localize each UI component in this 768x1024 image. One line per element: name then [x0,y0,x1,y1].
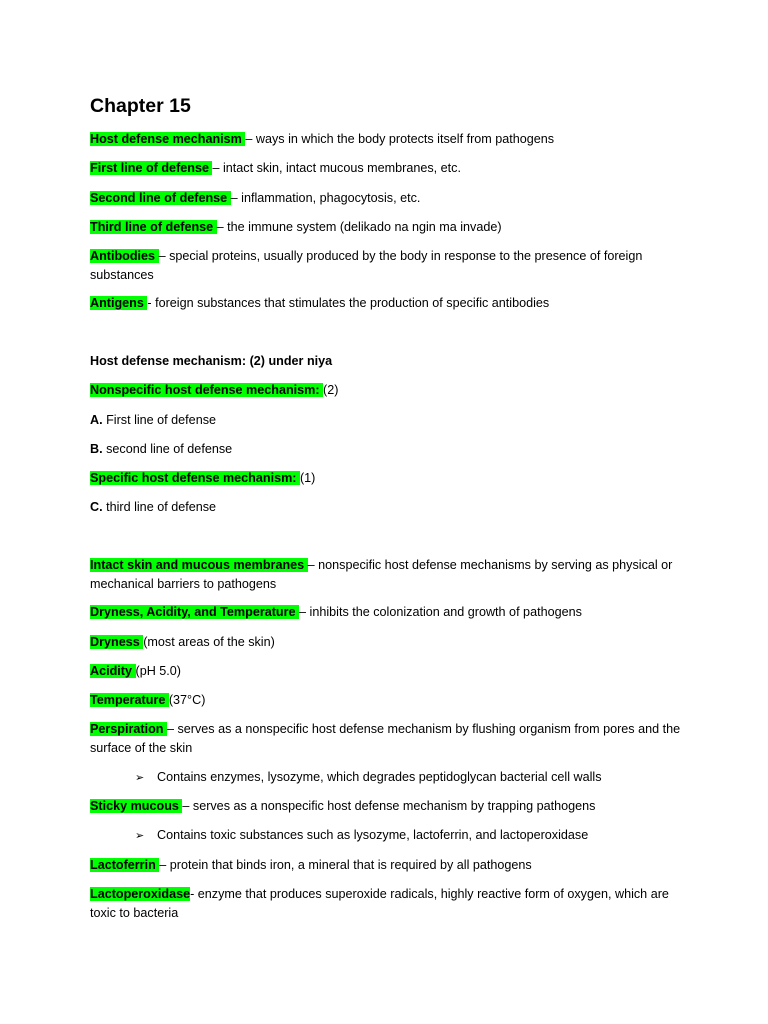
list-letter: B. [90,442,103,456]
list-item-c [90,498,690,517]
definition-text: – nonspecific host defense mechanisms by serving as physical or mechanical barriers to pathogens [90,558,673,591]
definition-first-line [90,159,690,178]
bullet-mucous-toxins [135,826,695,846]
term-highlight: Intact skin and mucous membranes [90,558,308,572]
definition-text: - enzyme that produces superoxide radicals, highly reactive form of oxygen, which are toxic to bacteria [90,887,669,920]
definition-host-defense [90,130,690,149]
term-highlight: Lactoferrin [90,858,160,872]
definition-text: (2) [323,383,339,397]
list-text: second line of defense [102,442,233,456]
definition-temperature [90,691,690,710]
term-highlight: First line of defense [90,161,213,175]
bullet-perspiration-enzymes [135,768,695,788]
term-highlight: Lactoperoxidase [90,887,191,901]
arrowhead-bullet-icon: ➢ [135,830,145,842]
definition-text: – intact skin, intact mucous membranes, etc. [212,161,461,175]
list-item-b [90,440,690,459]
definition-sticky-mucous [90,797,690,816]
definition-text: – inflammation, phagocytosis, etc. [230,191,421,205]
definition-antibodies [90,247,670,284]
bullet-text: Contains toxic substances such as lysozyme, lactoferrin, and lactoperoxidase [157,828,589,842]
definition-text: - foreign substances that stimulates the production of specific antibodies [147,296,550,310]
definition-acidity [90,662,690,681]
definition-text: – serves as a nonspecific host defense mechanism by flushing organism from pores and the surface of the skin [90,722,681,755]
list-letter: C. [90,500,103,514]
term-highlight: Antibodies [90,249,159,263]
definition-text: – inhibits the colonization and growth of pathogens [299,605,582,619]
list-letter: A. [90,413,103,427]
term-highlight: Specific host defense mechanism: [90,471,300,485]
page-title: Chapter 15 [90,95,191,117]
definition-third-line [90,218,690,237]
definition-lactoferrin [90,856,690,875]
term-highlight: Third line of defense [90,220,217,234]
list-text: third line of defense [102,500,217,514]
term-highlight: Dryness, Acidity, and Temperature [90,605,300,619]
term-highlight: Antigens [90,296,148,310]
definition-text: (37°C) [168,693,206,707]
definition-text: – protein that binds iron, a mineral that is required by all pathogens [159,858,532,872]
term-highlight: Host defense mechanism [90,132,246,146]
term-highlight: Perspiration [90,722,167,736]
term-highlight: Sticky mucous [90,799,183,813]
definition-antigens [90,294,690,313]
arrowhead-bullet-icon: ➢ [135,772,145,784]
definition-text: (most areas of the skin) [143,635,275,649]
list-text: First line of defense [102,413,216,427]
definition-dryness [90,633,690,652]
definition-intact-skin [90,556,680,593]
term-highlight: Nonspecific host defense mechanism: [90,383,324,397]
definition-lactoperoxidase [90,885,680,922]
bullet-text: Contains enzymes, lysozyme, which degrades peptidoglycan bacterial cell walls [157,770,602,784]
term-highlight: Temperature [90,693,169,707]
definition-perspiration [90,720,685,757]
definition-text: – ways in which the body protects itself from pathogens [245,132,555,146]
term-highlight: Acidity [90,664,136,678]
definition-text: – serves as a nonspecific host defense mechanism by trapping pathogens [182,799,596,813]
definition-second-line [90,189,690,208]
definition-text: – the immune system (delikado na ngin ma invade) [216,220,502,234]
specific-mechanism [90,469,690,488]
nonspecific-mechanism [90,381,690,400]
definition-text: (1) [299,471,316,485]
list-item-a [90,411,690,430]
term-highlight: Dryness [90,635,144,649]
definition-dryness-acidity-temperature [90,603,690,622]
term-highlight: Second line of defense [90,191,231,205]
definition-text: (pH 5.0) [135,664,181,678]
section-heading-mechanisms: Host defense mechanism: (2) under niya [90,354,333,368]
definition-text: – special proteins, usually produced by the body in response to the presence of foreign substances [90,249,643,282]
